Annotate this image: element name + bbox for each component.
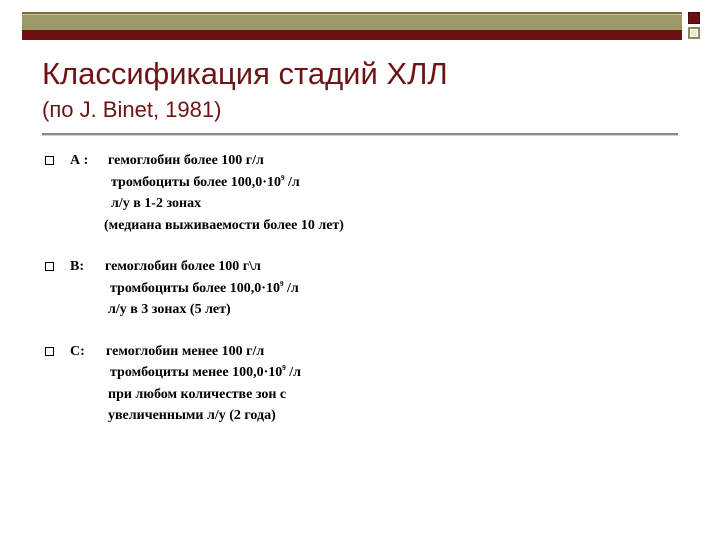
stage-line (45, 150, 685, 172)
stage-line (45, 256, 685, 278)
stage-line (45, 172, 685, 194)
stage-text: гемоглобин более 100 г/л (108, 153, 264, 168)
stage-key: В: (70, 259, 84, 274)
maroon-square-icon (688, 12, 700, 24)
slide-title: Классификация стадий ХЛЛ (42, 56, 448, 91)
stage-line (45, 278, 685, 300)
stage-b (45, 256, 685, 321)
stage-line (45, 299, 685, 321)
stage-line (45, 341, 685, 363)
stage-line (45, 193, 685, 215)
stage-text: гемоглобин более 100 г\л (105, 259, 261, 274)
stage-line (45, 362, 685, 384)
stage-text: гемоглобин менее 100 г/л (106, 343, 265, 359)
stage-text: тромбоциты более $100,0\cdot 10^9$ /л (110, 279, 299, 296)
stage-line (45, 215, 685, 237)
slide-subtitle: (по J. Binet, 1981) (42, 97, 222, 122)
hollow-square-icon (45, 347, 54, 356)
hollow-square-icon (45, 262, 54, 271)
header-band-olive-stripe (22, 14, 682, 31)
header-band (22, 12, 706, 40)
stage-list (45, 150, 685, 447)
stage-text: тромбоциты менее $100,0\cdot 10^9$ /л (110, 364, 302, 380)
stage-a (45, 150, 685, 236)
stage-text: тромбоциты более $100,0\cdot 10^9$ /л (111, 173, 300, 190)
stage-text: (медиана выживаемости более 10 лет) (104, 217, 344, 233)
stage-line (45, 405, 685, 427)
stage-key: С: (70, 343, 85, 359)
hollow-square-icon (45, 156, 54, 165)
stage-text: увеличенными л/у (2 года) (108, 408, 276, 423)
stage-line (45, 384, 685, 406)
stage-text: л/у в 1-2 зонах (111, 196, 202, 211)
olive-square-icon (688, 27, 700, 39)
stage-key: А : (70, 153, 89, 168)
header-band-maroon-stripe (22, 30, 682, 40)
stage-c (45, 341, 685, 427)
stage-text: л/у в 3 зонах (5 лет) (108, 302, 231, 317)
title-divider-shadow (42, 135, 678, 136)
stage-text: при любом количестве зон с (108, 386, 287, 402)
